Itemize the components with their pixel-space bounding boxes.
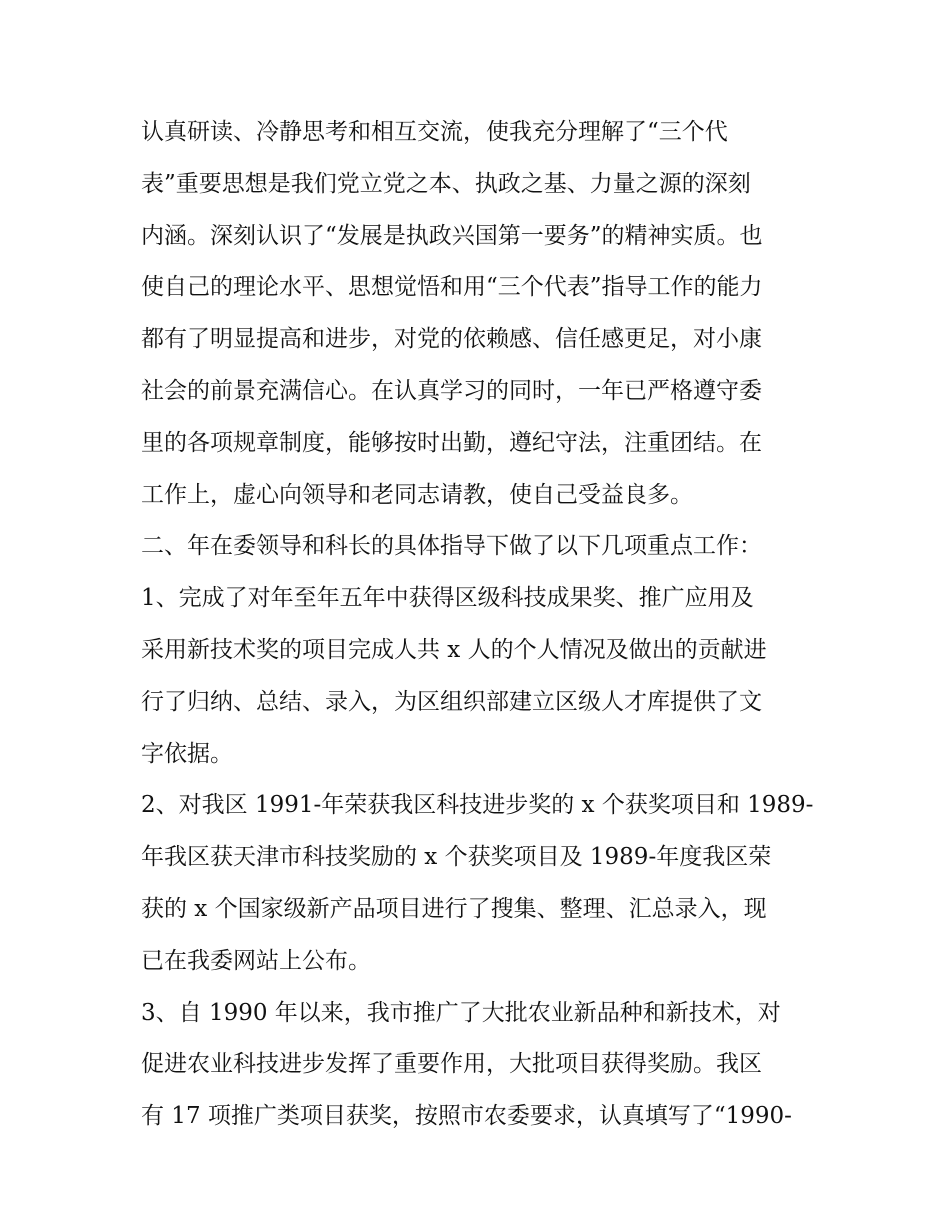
body-text [141, 107, 821, 1143]
list-item-2-line: 年我区获天津市科技奖励的 x 个获奖项目及 1989-年度我区荣 [141, 844, 772, 871]
text-line: 表”重要思想是我们党立党之本、执政之基、力量之源的深刻 [141, 170, 751, 197]
text-line: 社会的前景充满信心。在认真学习的同时，一年已严格遵守委 [141, 377, 762, 404]
list-item-3-line: 促进农业科技进步发挥了重要作用，大批项目获得奖励。我区 [141, 1051, 762, 1078]
text-line: 都有了明显提高和进步，对党的依赖感、信任感更足，对小康 [141, 326, 762, 353]
list-item-1-line: 采用新技术奖的项目完成人共 x 人的个人情况及做出的贡献进 [141, 636, 767, 663]
list-item-1-line: 字依据。 [141, 740, 233, 767]
text-line: 工作上，虚心向领导和老同志请教，使自己受益良多。 [141, 481, 693, 508]
text-line: 认真研读、冷静思考和相互交流，使我充分理解了“三个代 [141, 119, 728, 145]
text-line: 里的各项规章制度，能够按时出勤，遵纪守法，注重团结。在 [141, 429, 762, 456]
section-heading: 二、年在委领导和科长的具体指导下做了以下几项重点工作： [141, 533, 762, 560]
list-item-3-line: 3、自 1990 年以来，我市推广了大批农业新品种和新技术，对 [141, 999, 781, 1026]
list-item-1-line: 1、完成了对年至年五年中获得区级科技成果奖、推广应用及 [141, 585, 754, 612]
list-item-2-line: 已在我委网站上公布。 [141, 947, 371, 974]
list-item-1-line: 行了归纳、总结、录入，为区组织部建立区级人才库提供了文 [141, 688, 762, 715]
text-line: 内涵。深刻认识了“发展是执政兴国第一要务”的精神实质。也 [141, 222, 763, 249]
list-item-3-line: 有 17 项推广类项目获奖，按照市农委要求，认真填写了“1990- [141, 1103, 792, 1130]
text-line: 使自己的理论水平、思想觉悟和用“三个代表”指导工作的能力 [141, 274, 763, 301]
list-item-2-line: 获的 x 个国家级新产品项目进行了搜集、整理、汇总录入，现 [141, 895, 767, 922]
list-item-2-line: 2、对我区 1991-年荣获我区科技进步奖的 x 个获奖项目和 1989- [141, 792, 814, 819]
